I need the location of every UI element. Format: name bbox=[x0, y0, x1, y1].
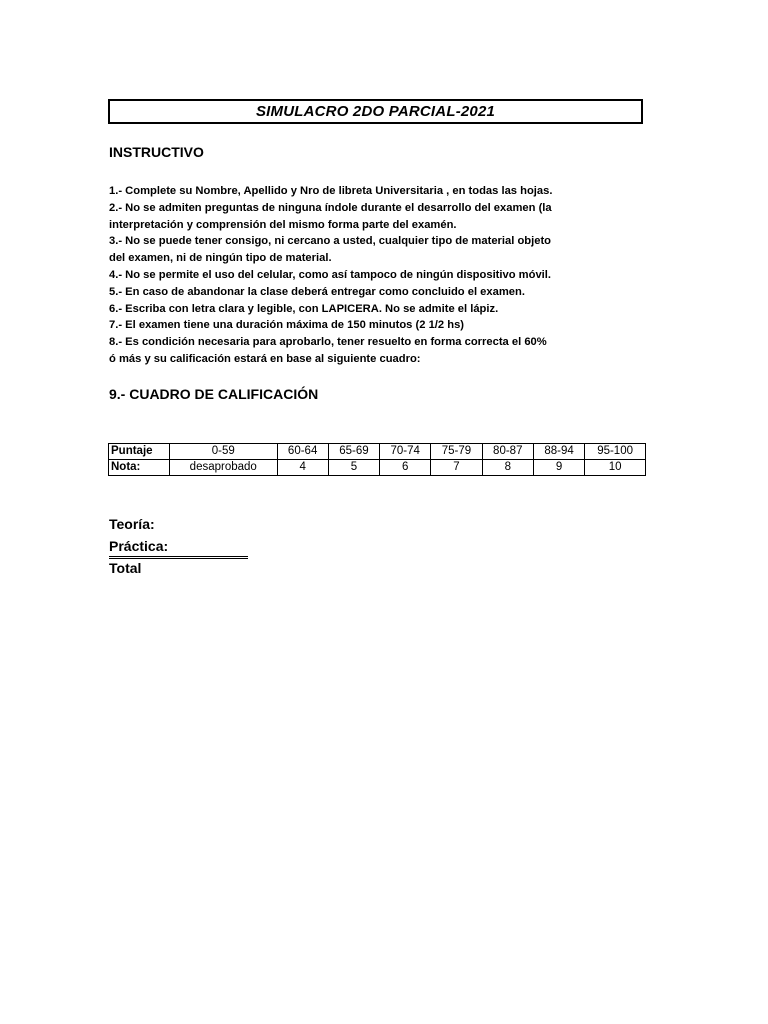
instruction-line: 4.- No se permite el uso del celular, como así tampoco de ningún dispositivo móvil. bbox=[109, 268, 552, 281]
puntaje-cell: 80-87 bbox=[482, 444, 533, 460]
nota-cell: 9 bbox=[533, 460, 584, 476]
puntaje-cell: 0-59 bbox=[170, 444, 278, 460]
instruction-line: 8.- Es condición necesaria para aprobarlo, tener resuelto en forma correcta el 60% bbox=[109, 336, 547, 349]
nota-cell: 7 bbox=[431, 460, 482, 476]
nota-cell: 10 bbox=[585, 460, 646, 476]
instruction-line: interpretación y comprensión del mismo forma parte del examén. bbox=[109, 218, 457, 231]
nota-cell: 8 bbox=[482, 460, 533, 476]
puntaje-cell: 65-69 bbox=[328, 444, 379, 460]
document-title: SIMULACRO 2DO PARCIAL-2021 bbox=[108, 99, 643, 124]
instruction-line: 3.- No se puede tener consigo, ni cercano a usted, cualquier tipo de material objeto bbox=[109, 235, 552, 248]
puntaje-label: Puntaje bbox=[109, 444, 170, 460]
nota-row bbox=[109, 460, 646, 476]
instructivo-heading: INSTRUCTIVO bbox=[109, 144, 204, 160]
nota-cell: 6 bbox=[380, 460, 431, 476]
totals-block bbox=[109, 514, 248, 580]
puntaje-cell: 75-79 bbox=[431, 444, 482, 460]
instruction-line: 1.- Complete su Nombre, Apellido y Nro de libreta Universitaria , en todas las hojas. bbox=[109, 185, 553, 197]
puntaje-cell: 88-94 bbox=[533, 444, 584, 460]
grade-table bbox=[108, 443, 646, 476]
puntaje-cell: 95-100 bbox=[585, 444, 646, 460]
nota-cell: desaprobado bbox=[170, 460, 278, 476]
instruction-line: ó más y su calificación estará en base al siguiente cuadro: bbox=[109, 352, 421, 365]
puntaje-row bbox=[109, 444, 646, 460]
practica-label: Práctica: bbox=[109, 536, 248, 556]
instruction-line: del examen, ni de ningún tipo de material. bbox=[109, 252, 332, 265]
puntaje-cell: 70-74 bbox=[380, 444, 431, 460]
instruction-line: 7.- El examen tiene una duración máxima de 150 minutos (2 1/2 hs) bbox=[109, 319, 465, 332]
nota-cell: 4 bbox=[277, 460, 328, 476]
nota-label: Nota: bbox=[109, 460, 170, 476]
teoria-label: Teoría: bbox=[109, 516, 155, 532]
cuadro-heading: 9.- CUADRO DE CALIFICACIÓN bbox=[109, 386, 319, 402]
nota-cell: 5 bbox=[328, 460, 379, 476]
instruction-line: 2.- No se admiten preguntas de ninguna índole durante el desarrollo del examen (la bbox=[109, 201, 552, 214]
instruction-line: 5.- En caso de abandonar la clase deberá entregar como concluido el examen. bbox=[109, 285, 525, 298]
puntaje-cell: 60-64 bbox=[277, 444, 328, 460]
total-label: Total bbox=[109, 560, 142, 576]
instructions-list bbox=[109, 183, 579, 368]
instruction-line: 6.- Escriba con letra clara y legible, con LAPICERA. No se admite el lápiz. bbox=[109, 302, 499, 315]
